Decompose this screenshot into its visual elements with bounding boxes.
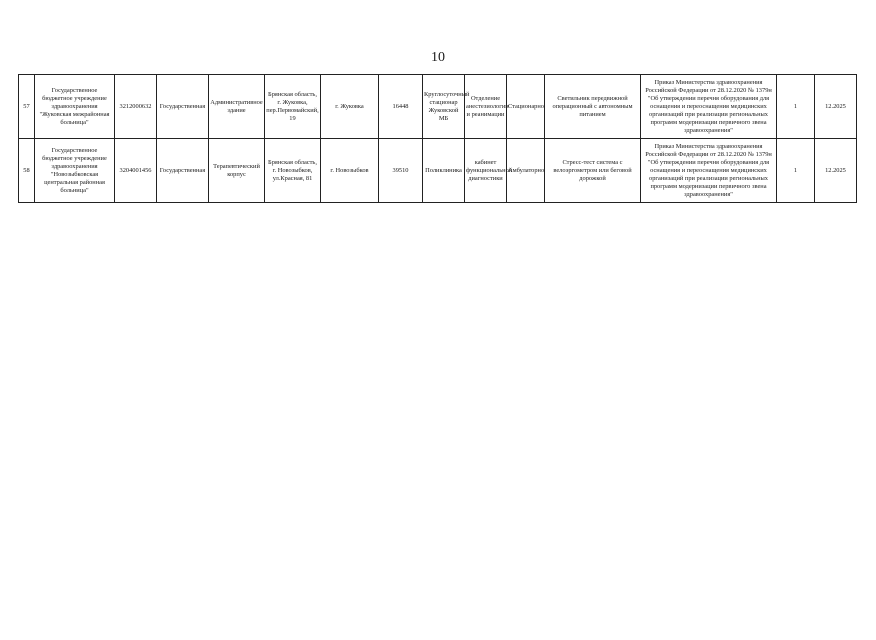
- population-cell: 39510: [379, 139, 423, 203]
- order-cell: Приказ Министерства здравоохранения Российской Федерации от 28.12.2020 № 1379н "Об утверждении перечня оборудования для оснащения и переоснащения медицинских организаций при реализации региональных программ модернизации первичного звена здравоохранения": [641, 139, 777, 203]
- ownership-cell: Государственная: [157, 75, 209, 139]
- date-cell: 12.2025: [815, 139, 857, 203]
- row-number: 58: [19, 139, 35, 203]
- ownership-cell: Государственная: [157, 139, 209, 203]
- quantity-cell: 1: [777, 75, 815, 139]
- care-type-cell: Стационарно: [507, 75, 545, 139]
- order-cell: Приказ Министерства здравоохранения Российской Федерации от 28.12.2020 № 1379н "Об утверждении перечня оборудования для оснащения и переоснащения медицинских организаций при реализации региональных программ модернизации первичного звена здравоохранения": [641, 75, 777, 139]
- building-cell: Административное здание: [209, 75, 265, 139]
- table-row: [19, 75, 857, 139]
- inn-cell: 3204001456: [115, 139, 157, 203]
- locality-cell: г. Жуковка: [321, 75, 379, 139]
- institution-cell: Государственное бюджетное учреждение здравоохранения "Жуковская межрайонная больница": [35, 75, 115, 139]
- address-cell: Брянская область, г. Новозыбков, ул.Красная, 81: [265, 139, 321, 203]
- care-type-cell: Амбулаторно: [507, 139, 545, 203]
- institution-cell: Государственное бюджетное учреждение здравоохранения "Новозыбковская центральная районная больница": [35, 139, 115, 203]
- department-cell: Отделение анестезиологии и реанимации: [465, 75, 507, 139]
- address-cell: Брянская область, г. Жуковка, пер.Первомайский, 19: [265, 75, 321, 139]
- building-cell: Терапевтический корпус: [209, 139, 265, 203]
- population-cell: 16448: [379, 75, 423, 139]
- inn-cell: 3212000632: [115, 75, 157, 139]
- page-number: 10: [431, 50, 445, 65]
- locality-cell: г. Новозыбков: [321, 139, 379, 203]
- equipment-cell: Светильник передвижной операционный с автономным питанием: [545, 75, 641, 139]
- equipment-cell: Стресс-тест система с велоэргометром или беговой дорожкой: [545, 139, 641, 203]
- equipment-table: [18, 74, 857, 203]
- quantity-cell: 1: [777, 139, 815, 203]
- department-cell: кабинет функциональной диагностики: [465, 139, 507, 203]
- row-number: 57: [19, 75, 35, 139]
- date-cell: 12.2025: [815, 75, 857, 139]
- subdivision-cell: Круглосуточный стационар Жуковской МБ: [423, 75, 465, 139]
- subdivision-cell: Поликлиника: [423, 139, 465, 203]
- table-row: [19, 139, 857, 203]
